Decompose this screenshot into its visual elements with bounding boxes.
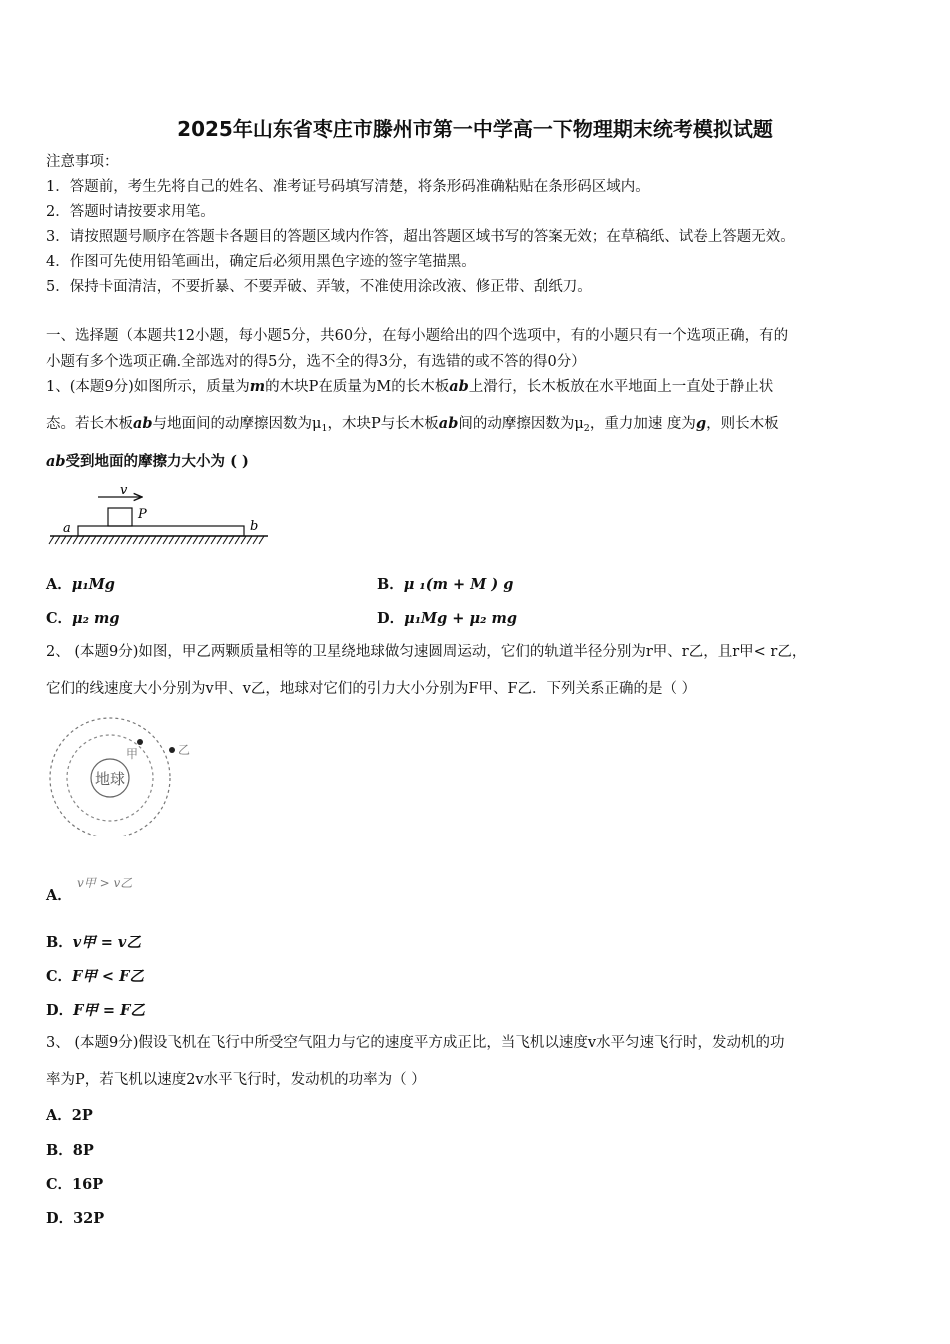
hatch-stroke xyxy=(241,536,246,544)
satellite-jia-label: 甲 xyxy=(126,747,139,761)
q1-stem-line2: 态。若长木板ab与地面间的动摩擦因数为$\mu_1$，木块P与长木板ab间的动摩擦因数为$\mu_2$，重力加速 度为g，则长木板 xyxy=(46,415,779,434)
hatch-stroke xyxy=(157,536,162,544)
hatch-stroke xyxy=(163,536,168,544)
q2-option-b[interactable]: B．v甲 = v乙 xyxy=(46,934,141,951)
q1-stem-line1: 1、(本题9分)如图所示，质量为m的木块P在质量为M的长木板ab上滑行，长木板放在水平地面上一直处于静止状 xyxy=(46,378,774,395)
board-end-b: b xyxy=(250,519,259,534)
hatch-stroke xyxy=(259,536,264,544)
hatch-stroke xyxy=(97,536,102,544)
ground-hatching xyxy=(49,536,264,544)
hatch-stroke xyxy=(187,536,192,544)
hatch-stroke xyxy=(79,536,84,544)
section-heading-line2: 小题有多个选项正确.全部选对的得5分，选不全的得3分，有选错的或不答的得0分） xyxy=(46,354,586,370)
hatch-stroke xyxy=(151,536,156,544)
q2-stem-line1: 2、 (本题9分)如图，甲乙两颗质量相等的卫星绕地球做匀速圆周运动，它们的轨道半径分别为r甲、r乙，且r甲< r乙， xyxy=(46,644,807,660)
velocity-label: v xyxy=(120,483,128,498)
hatch-stroke xyxy=(61,536,66,544)
board-end-a: a xyxy=(63,521,71,536)
q3-option-d[interactable]: D．32P xyxy=(46,1210,105,1227)
q1-option-c[interactable]: C．μ₂ mg xyxy=(46,610,120,627)
hatch-stroke xyxy=(235,536,240,544)
q2-option-c[interactable]: C．F甲 < F乙 xyxy=(46,968,144,985)
q1-stem-line3: ab受到地面的摩擦力大小为 ( ) xyxy=(46,453,249,470)
q2-stem-line2: 它们的线速度大小分别为v甲、v乙，地球对它们的引力大小分别为F甲、F乙．下列关系正确的是（ ） xyxy=(46,681,697,697)
hatch-stroke xyxy=(67,536,72,544)
hatch-stroke xyxy=(139,536,144,544)
q2-option-a-label[interactable]: A． xyxy=(46,887,72,904)
notice-item: 4．作图可先使用铅笔画出，确定后必须用黑色字迹的签字笔描黑。 xyxy=(46,254,476,270)
hatch-stroke xyxy=(181,536,186,544)
notice-item: 5．保持卡面清洁，不要折暴、不要弄破、弄皱，不准使用涂改液、修正带、刮纸刀。 xyxy=(46,279,592,295)
hatch-stroke xyxy=(91,536,96,544)
hatch-stroke xyxy=(211,536,216,544)
hatch-stroke xyxy=(223,536,228,544)
section-heading-line1: 一、选择题（本题共12小题，每小题5分，共60分，在每小题给出的四个选项中，有的小题只有一个选项正确，有的 xyxy=(46,328,789,344)
earth-label: 地球 xyxy=(94,770,126,788)
satellite-yi xyxy=(169,747,175,753)
block-p-label: P xyxy=(138,507,147,522)
hatch-stroke xyxy=(199,536,204,544)
page-title: 2025年山东省枣庄市滕州市第一中学高一下物理期末统考模拟试题 xyxy=(177,117,773,141)
q3-option-a[interactable]: A．2P xyxy=(46,1107,93,1124)
notice-item: 3．请按照题号顺序在答题卡各题目的答题区域内作答，超出答题区域书写的答案无效；在草稿纸、试卷上答题无效。 xyxy=(46,229,795,245)
q1-figure xyxy=(46,478,276,550)
hatch-stroke xyxy=(133,536,138,544)
q1-option-b[interactable]: B．μ ₁(m + M ) g xyxy=(377,576,514,593)
satellite-jia xyxy=(137,739,143,745)
notice-heading: 注意事项： xyxy=(46,154,119,170)
hatch-stroke xyxy=(229,536,234,544)
hatch-stroke xyxy=(193,536,198,544)
long-board xyxy=(78,526,244,536)
hatch-stroke xyxy=(127,536,132,544)
hatch-stroke xyxy=(103,536,108,544)
q1-option-a[interactable]: A．μ₁Mg xyxy=(46,576,115,593)
q3-stem-line1: 3、 (本题9分)假设飞机在飞行中所受空气阻力与它的速度平方成正比，当飞机以速度v水平匀速飞行时，发动机的功 xyxy=(46,1035,785,1051)
notice-item: 1．答题前，考生先将自己的姓名、准考证号码填写清楚，将条形码准确粘贴在条形码区域内。 xyxy=(46,179,650,195)
hatch-stroke xyxy=(85,536,90,544)
hatch-stroke xyxy=(247,536,252,544)
hatch-stroke xyxy=(175,536,180,544)
q3-option-c[interactable]: C．16P xyxy=(46,1176,104,1193)
satellite-yi-label: 乙 xyxy=(178,743,191,757)
hatch-stroke xyxy=(115,536,120,544)
hatch-stroke xyxy=(205,536,210,544)
hatch-stroke xyxy=(253,536,258,544)
q3-stem-line2: 率为P，若飞机以速度2v水平飞行时，发动机的功率为（ ） xyxy=(46,1072,426,1088)
q2-option-d[interactable]: D．F甲 = F乙 xyxy=(46,1002,145,1019)
hatch-stroke xyxy=(49,536,54,544)
notice-item: 2．答题时请按要求用笔。 xyxy=(46,204,215,220)
hatch-stroke xyxy=(73,536,78,544)
hatch-stroke xyxy=(121,536,126,544)
hatch-stroke xyxy=(145,536,150,544)
block-p xyxy=(108,508,132,526)
q3-option-b[interactable]: B．8P xyxy=(46,1142,94,1159)
hatch-stroke xyxy=(109,536,114,544)
q1-option-d[interactable]: D．μ₁Mg + μ₂ mg xyxy=(377,610,517,627)
q2-option-a[interactable]: v甲 > v乙 xyxy=(77,876,133,890)
hatch-stroke xyxy=(169,536,174,544)
hatch-stroke xyxy=(217,536,222,544)
hatch-stroke xyxy=(55,536,60,544)
q2-figure xyxy=(46,710,206,836)
